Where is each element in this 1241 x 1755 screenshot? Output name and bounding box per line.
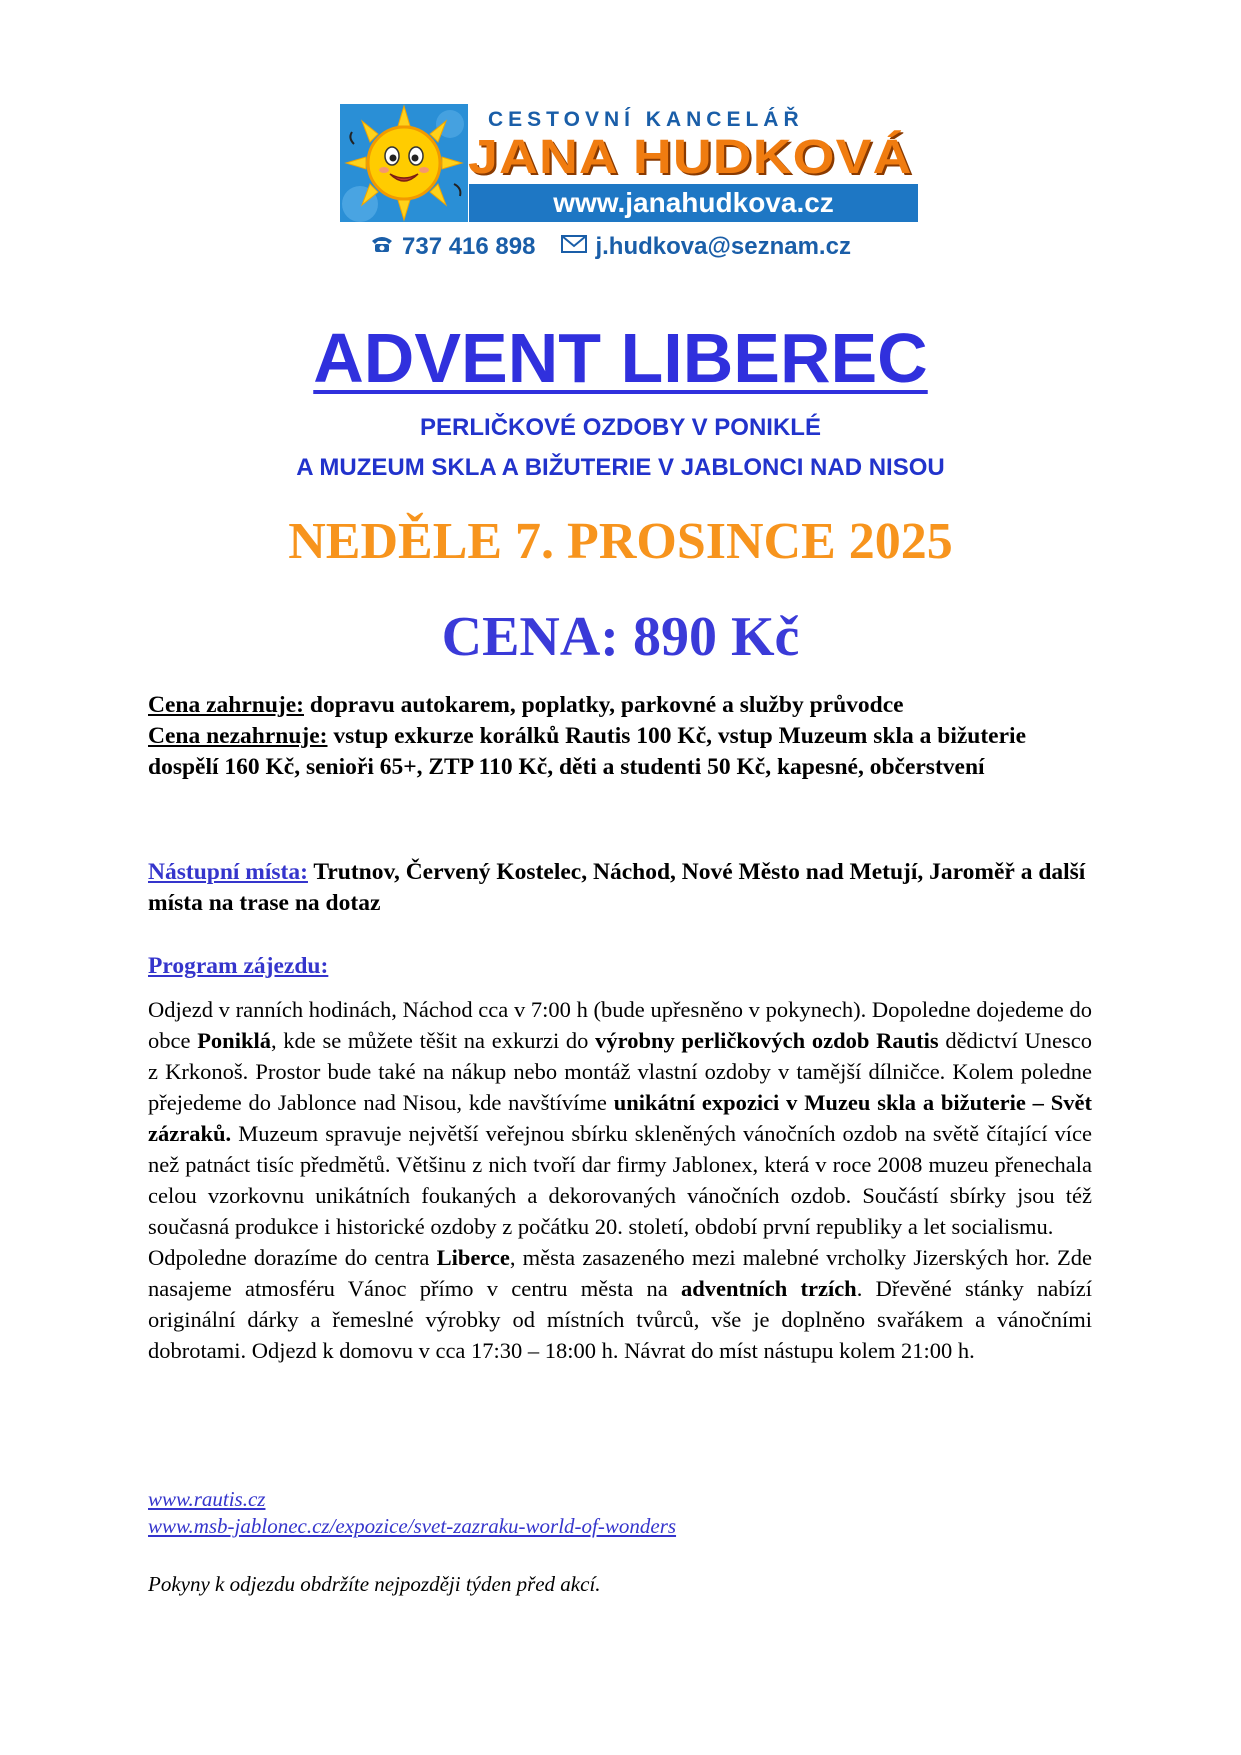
price-excludes: [148, 721, 1092, 783]
price-includes: [148, 690, 1092, 721]
program-label: Program zájezdu:: [148, 953, 329, 979]
departure-note: Pokyny k odjezdu obdržíte nejpozději týden před akcí.: [148, 1572, 601, 1596]
event-price: CENA: 890 Kč: [441, 606, 800, 668]
program-heading: [148, 953, 1092, 980]
link-rautis[interactable]: www.rautis.cz: [148, 1487, 266, 1511]
contact-line: [370, 233, 851, 261]
email-address[interactable]: j.hudkova@seznam.cz: [595, 233, 851, 260]
envelope-icon: [561, 233, 587, 261]
boarding-points: [148, 857, 1092, 919]
price-details: [148, 690, 1092, 783]
phone-number[interactable]: 737 416 898: [402, 233, 536, 260]
boarding-label: Nástupní místa:: [148, 859, 308, 885]
excludes-text: vstup exkurze korálků Rautis 100 Kč, vstup Muzeum skla a bižuterie dospělí 160 Kč, senioři 65+, ZTP 110 Kč, děti a studenti 50 Kč, kapesné, občerstvení: [148, 723, 1026, 780]
links-list: [148, 1486, 1092, 1540]
includes-text: dopravu autokarem, poplatky, parkovné a služby průvodce: [304, 692, 904, 718]
link-msb-jablonec[interactable]: www.msb-jablonec.cz/expozice/svet-zazraku-world-of-wonders: [148, 1514, 677, 1538]
company-name: JANA HUDKOVÁ: [468, 131, 913, 184]
website-bar: [469, 184, 918, 222]
boarding-text: Trutnov, Červený Kostelec, Náchod, Nové Město nad Metují, Jaroměř a další místa na trase na dotaz: [148, 859, 1086, 916]
program-paragraph-2: Odpoledne dorazíme do centra Liberce, města zasazeného mezi malebné vrcholky Jizerských hor. Zde nasajeme atmosféru Vánoc přímo v centru města na adventních trzích. Dřevěné stánky nabízí originální dárky a řemeslné výrobky od místních tvůrců, vše je doplněno svařákem a vánočními dobrotami. Odjezd k domovu v cca 17:30 – 18:00 h. Návrat do míst nástupu kolem 21:00 h.: [148, 1245, 1093, 1363]
page-title: ADVENT LIBEREC: [313, 319, 928, 397]
program-paragraph-1: Odjezd v ranních hodinách, Náchod cca v 7:00 h (bude upřesněno v pokynech). Dopoledne dojedeme do obce Poniklá, kde se můžete těšit na exkurzi do výrobny perličkových ozdob Rautis dědictví Unesco z Krkonoš. Prostor bude také na nákup nebo montáž vlastní ozdoby v tamější dílničce. Kolem poledne přejedeme do Jablonce nad Nisou, kde navštívíme unikátní expozici v Muzeu skla a bižuterie – Svět zázraků. Muzeum spravuje největší veřejnou sbírku skleněných vánočních ozdob na světě čítající více než patnáct tisíc předmětů. Většinu z nich tvoří dar firmy Jablonex, která v roce 2008 muzeu přenechala celou vzorkovnu unikátních foukaných a dekorovaných vánočních ozdob. Součástí sbírky jsou též současná produkce i historické ozdoby z počátku 20. století, období první republiky a let socialismu.: [148, 997, 1092, 1239]
excludes-label: Cena nezahrnuje:: [148, 723, 328, 749]
company-logo: [340, 96, 920, 246]
website-link[interactable]: www.janahudkova.cz: [553, 187, 834, 218]
program-text: [148, 994, 1092, 1366]
subtitle-line1: PERLIČKOVÉ OZDOBY V PONIKLÉ: [420, 414, 821, 441]
includes-label: Cena zahrnuje:: [148, 692, 304, 718]
subtitle-line2: A MUZEUM SKLA A BIŽUTERIE V JABLONCI NAD NISOU: [296, 454, 945, 481]
company-tagline: CESTOVNÍ KANCELÁŘ: [488, 108, 804, 131]
sun-mascot-icon: [340, 104, 468, 222]
event-date: NEDĚLE 7. PROSINCE 2025: [288, 513, 953, 570]
phone-icon: [370, 233, 394, 261]
